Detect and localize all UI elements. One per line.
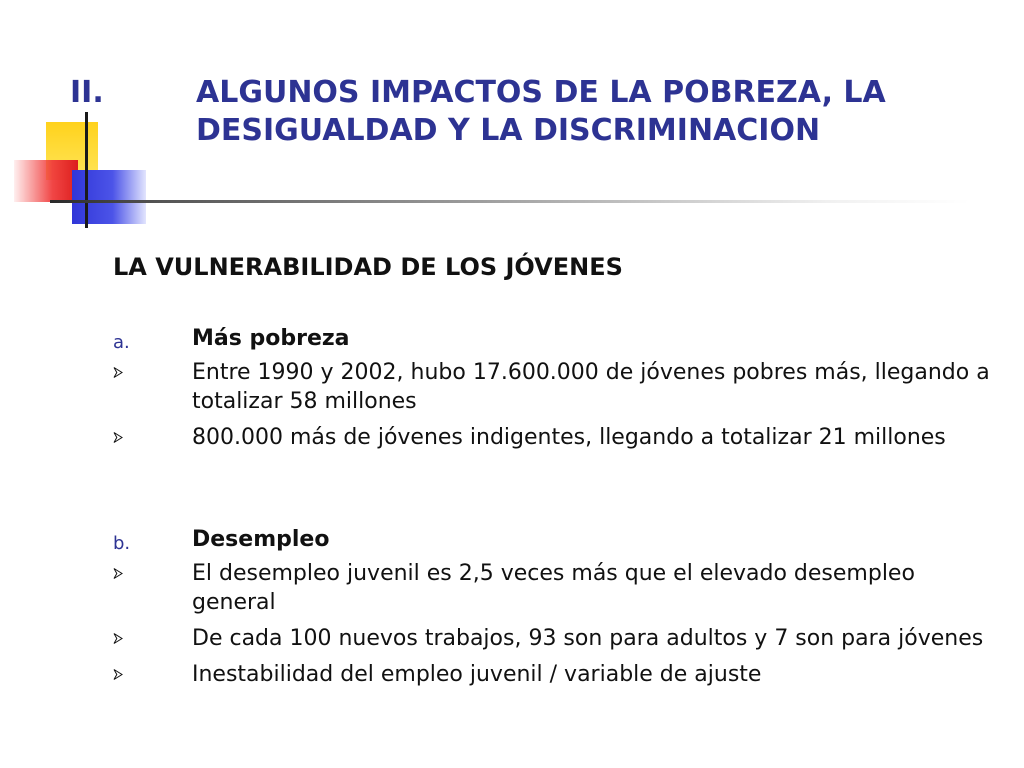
arrowhead-bullet-icon [113, 669, 123, 680]
bullet-text: Entre 1990 y 2002, hubo 17.600.000 de jóvenes pobres más, llegando a totalizar 58 millones [192, 360, 990, 414]
slide-subtitle: LA VULNERABILIDAD DE LOS JÓVENES [113, 253, 623, 281]
decorative-vertical-line [85, 112, 88, 228]
section-title: Más pobreza [192, 326, 350, 351]
title-divider-line [50, 200, 970, 203]
list-item [110, 624, 990, 653]
list-item [110, 660, 990, 689]
bullet-text: El desempleo juvenil es 2,5 veces más que el elevado desempleo general [192, 561, 915, 615]
slide-title: ALGUNOS IMPACTOS DE LA POBREZA, LA DESIGUALDAD Y LA DISCRIMINACION [196, 75, 886, 148]
arrowhead-bullet-icon [113, 633, 123, 644]
section-heading-row [110, 326, 990, 358]
list-item [110, 358, 990, 416]
decorative-blue-square [72, 170, 146, 224]
section-heading-row [110, 527, 990, 559]
section-letter: a. [113, 332, 130, 353]
arrowhead-bullet-icon [113, 568, 123, 579]
section-title: Desempleo [192, 527, 330, 552]
list-item [110, 559, 990, 617]
arrowhead-bullet-icon [113, 432, 123, 443]
bullet-list [110, 559, 990, 689]
bullet-text: Inestabilidad del empleo juvenil / variable de ajuste [192, 662, 762, 687]
list-item [110, 423, 990, 452]
title-number: II. [70, 75, 104, 110]
bullet-list [110, 358, 990, 452]
arrowhead-bullet-icon [113, 367, 123, 378]
bullet-text: De cada 100 nuevos trabajos, 93 son para adultos y 7 son para jóvenes [192, 626, 984, 651]
bullet-text: 800.000 más de jóvenes indigentes, llegando a totalizar 21 millones [192, 425, 946, 450]
decorative-red-square [14, 160, 78, 202]
section-letter: b. [113, 533, 131, 554]
section-mas-pobreza [110, 326, 990, 459]
section-desempleo [110, 527, 990, 696]
